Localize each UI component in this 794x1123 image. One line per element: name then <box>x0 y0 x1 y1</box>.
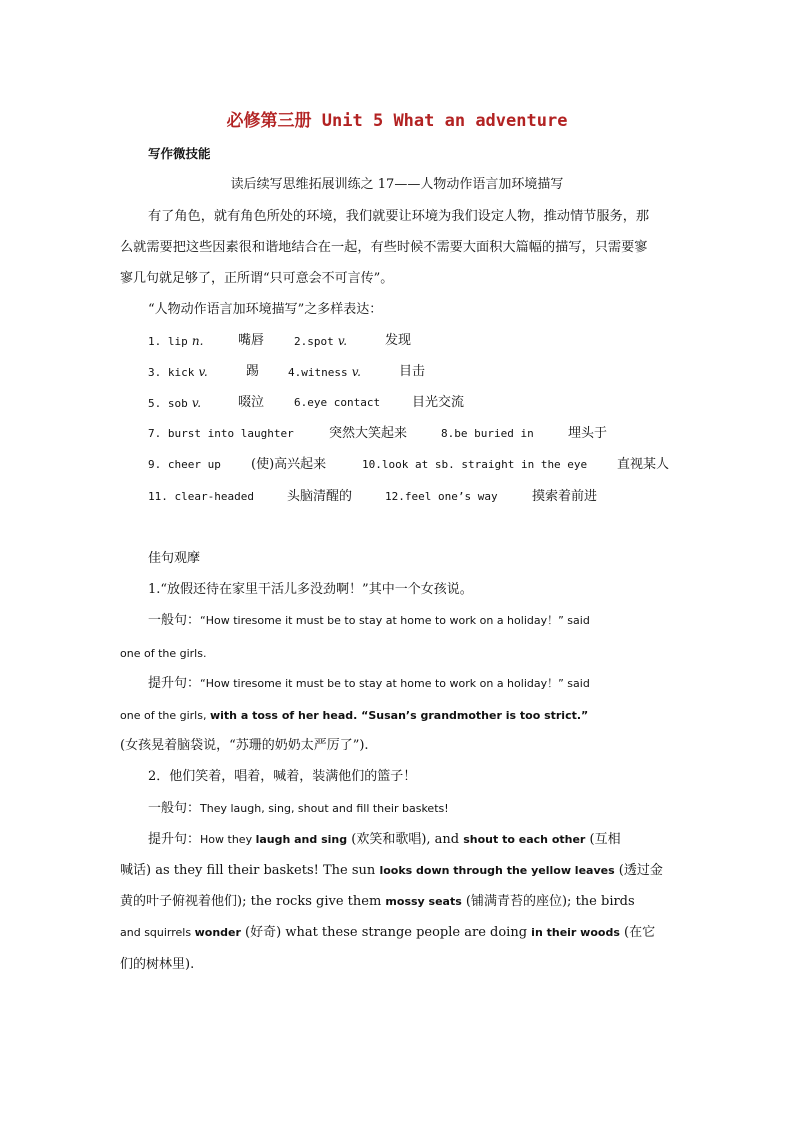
example-1-heading: 1.“放假还待在家里干活儿多没劲啊！”其中一个女孩说。 <box>148 582 473 597</box>
vocab-item: 2.spot v. <box>294 334 348 348</box>
example-1-general: 一般句：“How tiresome it must be to stay at home to work on a holiday！” said <box>148 613 590 628</box>
vocab-item: 12.feel one’s way <box>385 490 498 503</box>
title-chinese: 必修第三册 <box>226 111 312 131</box>
document-title <box>0 106 794 131</box>
vocab-item: 8.be buried in <box>441 427 534 440</box>
example-2-improved-line-2: 喊话) as they fill their baskets! The sun looks down through the yellow leaves (透过金 <box>120 863 663 878</box>
vocab-item: 10.look at sb. straight in the eye <box>362 458 588 471</box>
intro-line-2: 么就需要把这些因素很和谐地结合在一起，有些时候不需要大面积大篇幅的描写，只需要寥 <box>120 240 648 255</box>
example-2-improved-line-4: and squirrels wonder (好奇) what these strange people are doing in their woods (在它 <box>120 925 656 940</box>
vocab-intro: “人物动作语言加环境描写”之多样表达： <box>148 302 383 317</box>
vocab-meaning: 啜泣 <box>238 395 265 410</box>
vocab-item: 7. burst into laughter <box>148 427 294 440</box>
section-heading-sentences: 佳句观摩 <box>148 551 201 566</box>
example-1-improved-cont: one of the girls, with a toss of her head. “Susan’s grandmother is too strict.” <box>120 709 589 722</box>
example-1-general-cont: one of the girls. <box>120 647 207 660</box>
intro-line-1: 有了角色，就有角色所处的环境，我们就要让环境为我们设定人物，推动情节服务，那 <box>148 209 650 224</box>
vocab-item: 6.eye contact <box>294 396 381 409</box>
intro-line-3: 寥几句就足够了，正所谓“只可意会不可言传”。 <box>120 271 394 286</box>
vocab-item: 3. kick v. <box>148 365 208 379</box>
vocab-meaning: 发现 <box>385 333 412 348</box>
example-2-general: 一般句：They laugh, sing, shout and fill their baskets! <box>148 801 449 816</box>
vocab-meaning: (使)高兴起来 <box>251 457 327 472</box>
section-heading-skill: 写作微技能 <box>148 146 211 161</box>
vocab-meaning: 踢 <box>246 364 260 379</box>
vocab-meaning: 直视某人 <box>617 457 670 472</box>
vocab-meaning: 嘴唇 <box>238 333 265 348</box>
example-2-improved-line-1: 提升句：How they laugh and sing (欢笑和歌唱), and shout to each other (互相 <box>148 832 621 847</box>
vocab-meaning: 目击 <box>399 364 426 379</box>
title-english: Unit 5 What an adventure <box>321 111 568 131</box>
vocab-item: 4.witness v. <box>288 365 361 379</box>
vocab-meaning: 头脑清醒的 <box>287 489 353 504</box>
vocab-item: 1. lip n. <box>148 334 204 348</box>
example-2-improved-line-3: 黄的叶子俯视着他们); the rocks give them mossy seats (铺满青苔的座位); the birds <box>120 894 635 909</box>
vocab-item: 9. cheer up <box>148 458 221 471</box>
example-2-improved-line-5: 们的树林里). <box>120 957 195 972</box>
subtitle: 读后续写思维拓展训练之 17——人物动作语言加环境描写 <box>230 177 564 192</box>
vocab-meaning: 摸索着前进 <box>532 489 598 504</box>
vocab-meaning: 目光交流 <box>412 395 465 410</box>
vocab-meaning: 埋头于 <box>568 426 608 441</box>
example-1-translation: (女孩晃着脑袋说，“苏珊的奶奶太严厉了”). <box>120 738 369 753</box>
example-1-improved: 提升句：“How tiresome it must be to stay at home to work on a holiday！” said <box>148 676 590 691</box>
vocab-item: 11. clear-headed <box>148 490 254 503</box>
vocab-item: 5. sob v. <box>148 396 202 410</box>
vocab-meaning: 突然大笑起来 <box>329 426 408 441</box>
example-2-heading: 2．他们笑着，唱着，喊着，装满他们的篮子！ <box>148 769 417 784</box>
